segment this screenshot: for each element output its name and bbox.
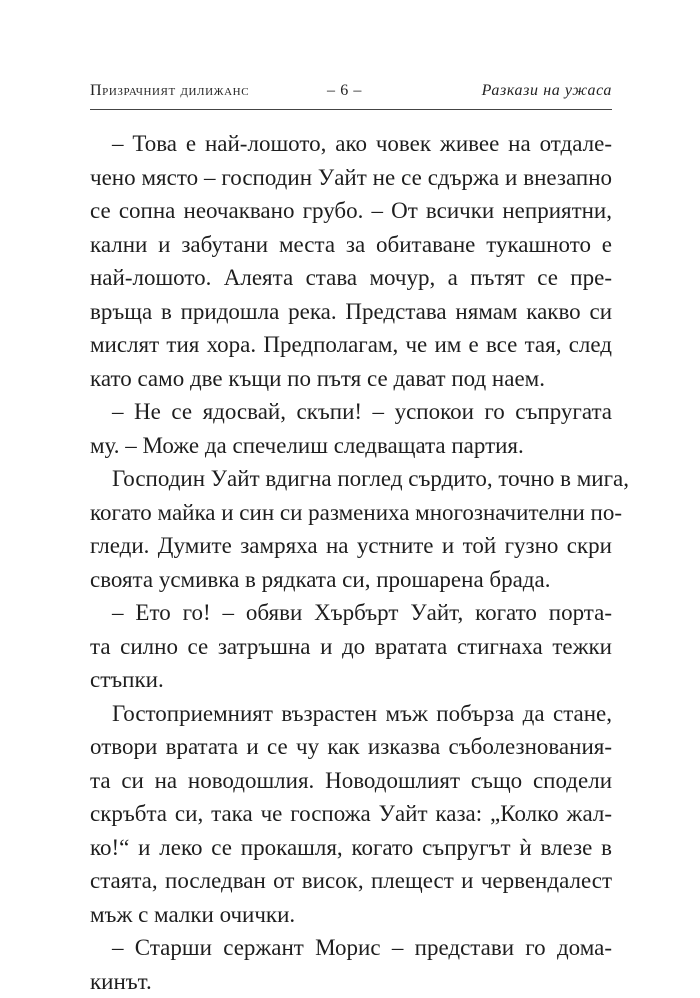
text-line: стаята, последван от висок, плещест и червендалест <box>90 864 612 898</box>
text-line: се сопна неочаквано грубо. – От всички неприятни, <box>90 194 612 228</box>
text-line: та силно се затръшна и до вратата стигнаха тежки <box>90 630 612 664</box>
text-line: – Това е най-лошото, ако човек живее на отдале- <box>90 127 612 161</box>
text-line: стъпки. <box>90 663 612 697</box>
running-header <box>90 82 612 106</box>
collection-title: Разкази на ужаса <box>482 82 612 100</box>
text-line: като само две къщи по пътя се дават под наем. <box>90 362 612 396</box>
body-text <box>90 127 612 998</box>
header-divider <box>90 109 612 110</box>
text-line: чено място – господин Уайт не се сдържа и внезапно <box>90 161 612 195</box>
text-line: му. – Може да спечелиш следващата партия. <box>90 429 612 463</box>
text-line: кинът. <box>90 965 612 998</box>
text-line: връща в придошла река. Представа нямам какво си <box>90 295 612 329</box>
text-line: мъж с малки очички. <box>90 898 612 932</box>
paragraph <box>90 931 612 998</box>
paragraph <box>90 462 612 596</box>
text-line: кални и забутани места за обитаване тукашното е <box>90 228 612 262</box>
text-line: когато майка и син си размениха многозначителни по- <box>90 496 612 530</box>
text-line: своята усмивка в рядката си, прошарена брада. <box>90 563 612 597</box>
paragraph <box>90 697 612 932</box>
text-line: мислят тия хора. Предполагам, че им е все тая, след <box>90 328 612 362</box>
page-number: – 6 – <box>327 82 362 100</box>
text-line: отвори вратата и се чу как изказва съболезнования- <box>90 730 612 764</box>
paragraph <box>90 596 612 697</box>
text-line: – Старши сержант Морис – представи го дома- <box>90 931 612 965</box>
text-line: – Не се ядосвай, скъпи! – успокои го съпругата <box>90 395 612 429</box>
text-line: – Ето го! – обяви Хърбърт Уайт, когато порта- <box>90 596 612 630</box>
paragraph <box>90 395 612 462</box>
text-line: ко!“ и леко се прокашля, когато съпругът ѝ влезе в <box>90 831 612 865</box>
text-line: Гостоприемният възрастен мъж побърза да стане, <box>90 697 612 731</box>
text-line: най-лошото. Алеята става мочур, а пътят се пре- <box>90 261 612 295</box>
book-title: Призрачният дилижанс <box>90 82 249 100</box>
text-line: Господин Уайт вдигна поглед сърдито, точно в мига, <box>90 462 612 496</box>
text-line: скръбта си, така че госпожа Уайт каза: „Колко жал- <box>90 797 612 831</box>
paragraph <box>90 127 612 395</box>
text-line: та си на новодошлия. Новодошлият също сподели <box>90 764 612 798</box>
text-line: гледи. Думите замряха на устните и той гузно скри <box>90 529 612 563</box>
